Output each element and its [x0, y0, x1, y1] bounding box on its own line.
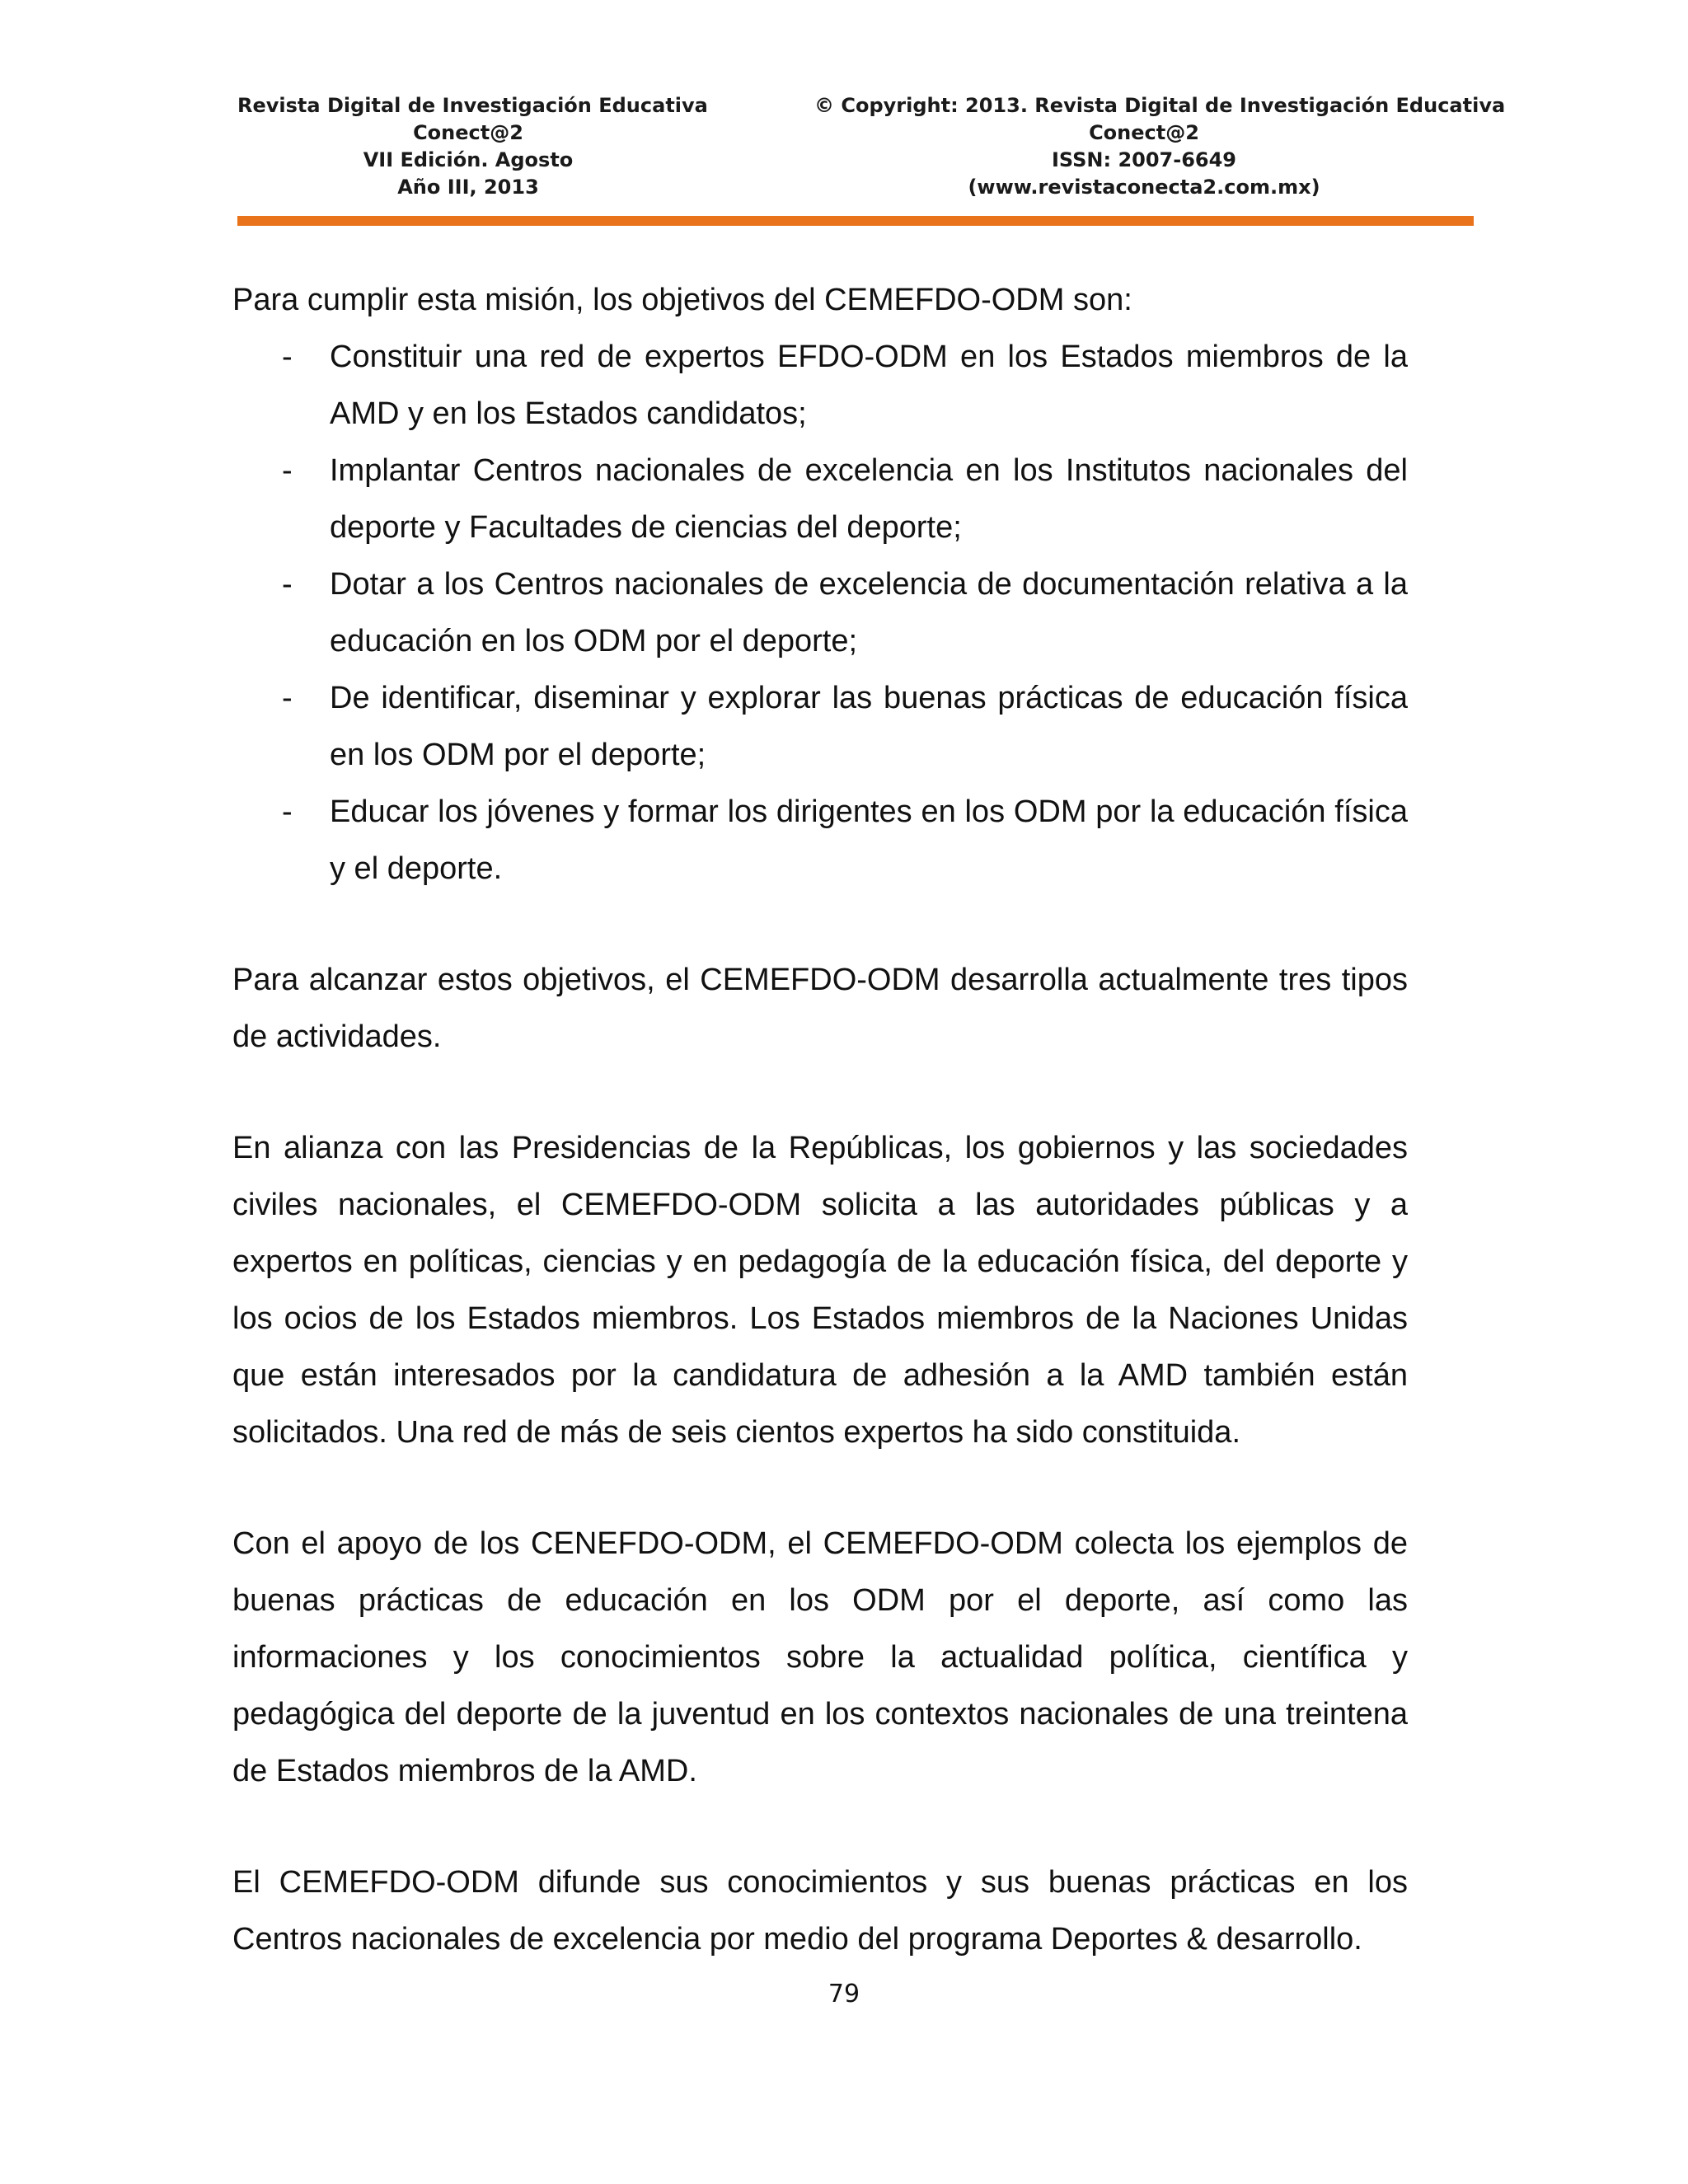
body-paragraph: Con el apoyo de los CENEFDO-ODM, el CEMEFDO-ODM colecta los ejemplos de buenas prácticas de educación en los ODM por el deporte, así como las informaciones y los conocimientos sobre la actualidad política, científica y pedagógica del deporte de la juventud en los contextos nacionales de una treintena de Estados miembros de la AMD. [232, 1526, 1408, 1788]
copyright-journal-name: Conect@2 [1089, 121, 1199, 144]
copyright-info [814, 92, 1506, 201]
journal-name: Conect@2 [413, 121, 523, 144]
list-item [232, 556, 1408, 670]
body-paragraph: En alianza con las Presidencias de la Repúblicas, los gobiernos y las sociedades civiles nacionales, el CEMEFDO-ODM solicita a las autoridades públicas y a expertos en políticas, ciencias y en pedagogía de la educación física, del deporte y los ocios de los Estados miembros. Los Estados miembros de la Naciones Unidas que están interesados por la candidatura de adhesión a la AMD también están solicitados. Una red de más de seis cientos expertos ha sido constituida. [232, 1131, 1408, 1450]
list-item [232, 329, 1408, 443]
list-item [232, 784, 1408, 898]
body-paragraph: Para alcanzar estos objetivos, el CEMEFDO-ODM desarrolla actualmente tres tipos de actividades. [232, 963, 1408, 1054]
objective-text: Implantar Centros nacionales de excelencia en los Institutos nacionales del deporte y Facultades de ciencias del deporte; [330, 453, 1408, 545]
objective-text: Dotar a los Centros nacionales de excelencia de documentación relativa a la educación en los ODM por el deporte; [330, 567, 1408, 658]
objective-text: Constituir una red de expertos EFDO-ODM en los Estados miembros de la AMD y en los Estados candidatos; [330, 340, 1408, 431]
bullet-dash: - [282, 567, 293, 602]
bullet-dash: - [282, 681, 293, 715]
header-divider [237, 216, 1474, 226]
body-paragraph: El CEMEFDO-ODM difunde sus conocimientos y sus buenas prácticas en los Centros nacionales de excelencia por medio del programa Deportes & desarrollo. [232, 1865, 1408, 1957]
objective-text: De identificar, diseminar y explorar las buenas prácticas de educación física en los ODM por el deporte; [330, 681, 1408, 772]
journal-website: (www.revistaconecta2.com.mx) [968, 176, 1320, 199]
paragraph-spacer [232, 1800, 1408, 1854]
paragraph-spacer [232, 898, 1408, 952]
objectives-intro: Para cumplir esta misión, los objetivos del CEMEFDO-ODM son: [232, 283, 1132, 317]
bullet-dash: - [282, 453, 293, 488]
article-body [232, 272, 1408, 1968]
bullet-dash: - [282, 794, 293, 829]
objective-text: Educar los jóvenes y formar los dirigentes en los ODM por la educación física y el deporte. [330, 794, 1408, 886]
page-number: 79 [828, 1980, 860, 2008]
journal-title: Revista Digital de Investigación Educativa [237, 94, 708, 117]
paragraph-spacer [232, 1066, 1408, 1120]
objectives-list [232, 329, 1408, 898]
journal-year: Año III, 2013 [397, 176, 539, 199]
page-header [237, 92, 1506, 208]
paragraph-spacer [232, 1461, 1408, 1516]
journal-edition: VII Edición. Agosto [363, 148, 574, 171]
copyright-notice: © Copyright: 2013. Revista Digital de Investigación Educativa [814, 94, 1506, 117]
bullet-dash: - [282, 340, 293, 374]
issn: ISSN: 2007-6649 [1051, 148, 1236, 171]
list-item [232, 670, 1408, 784]
journal-info [237, 92, 708, 201]
list-item [232, 443, 1408, 556]
